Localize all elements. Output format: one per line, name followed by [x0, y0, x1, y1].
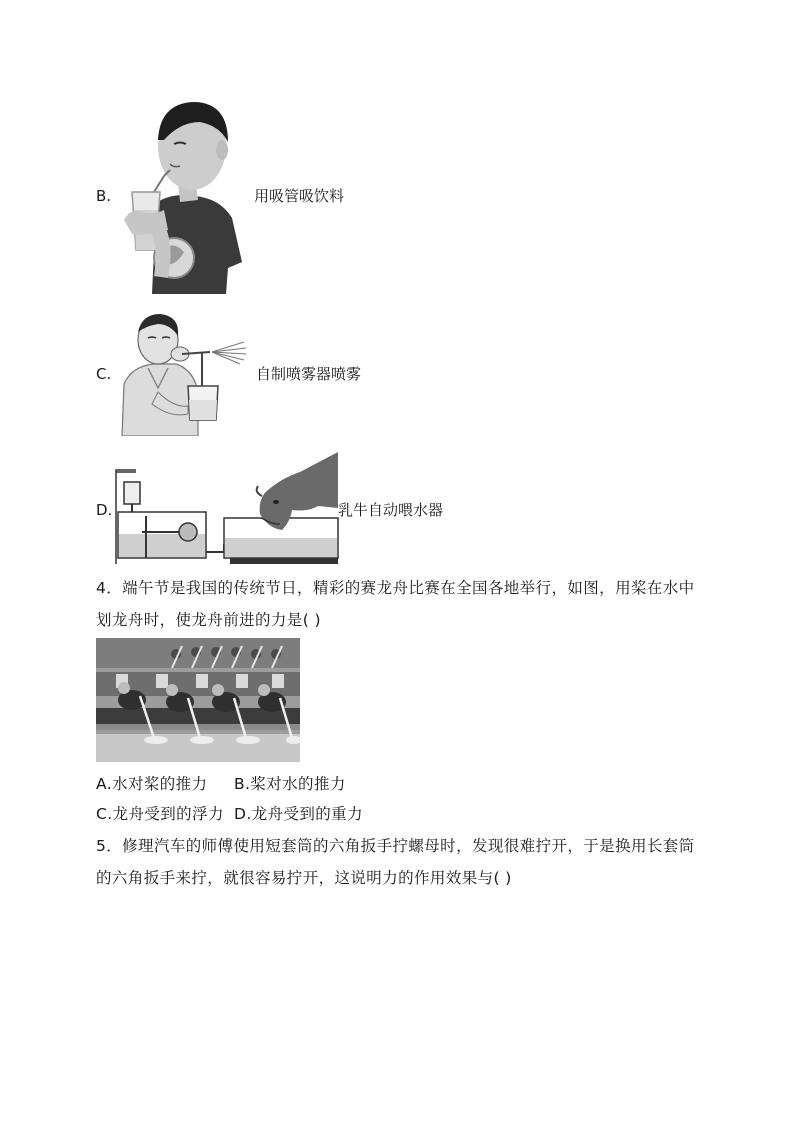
option-c-caption: 自制喷雾器喷雾: [256, 365, 362, 383]
option-d-caption: 乳牛自动喂水器: [338, 501, 444, 519]
question-4-line-1: 4．端午节是我国的传统节日，精彩的赛龙舟比赛在全国各地举行，如图，用桨在水中: [96, 579, 695, 597]
sprayer-boy-image: [118, 312, 248, 436]
question-4-answer-a: A.水对桨的推力: [96, 775, 208, 793]
question-4-line-2: 划龙舟时，使龙舟前进的力是( ): [96, 611, 321, 629]
dragon-boat-photo: [96, 638, 300, 762]
boy-drinking-straw-image: [124, 100, 248, 294]
option-c-letter: C.: [96, 365, 112, 383]
option-b-letter: B.: [96, 187, 112, 205]
question-4-answer-c: C.龙舟受到的浮力: [96, 805, 224, 823]
option-b-caption: 用吸管吸饮料: [254, 187, 345, 205]
cow-waterer-diagram: [112, 452, 340, 566]
question-5-line-1: 5．修理汽车的师傅使用短套筒的六角扳手拧螺母时，发现很难拧开，于是换用长套筒: [96, 837, 695, 855]
option-d-letter: D.: [96, 501, 113, 519]
question-4-answer-d: D.龙舟受到的重力: [234, 805, 363, 823]
question-4-answer-b: B.桨对水的推力: [234, 775, 346, 793]
question-5-line-2: 的六角扳手来拧，就很容易拧开，这说明力的作用效果与( ): [96, 869, 512, 887]
